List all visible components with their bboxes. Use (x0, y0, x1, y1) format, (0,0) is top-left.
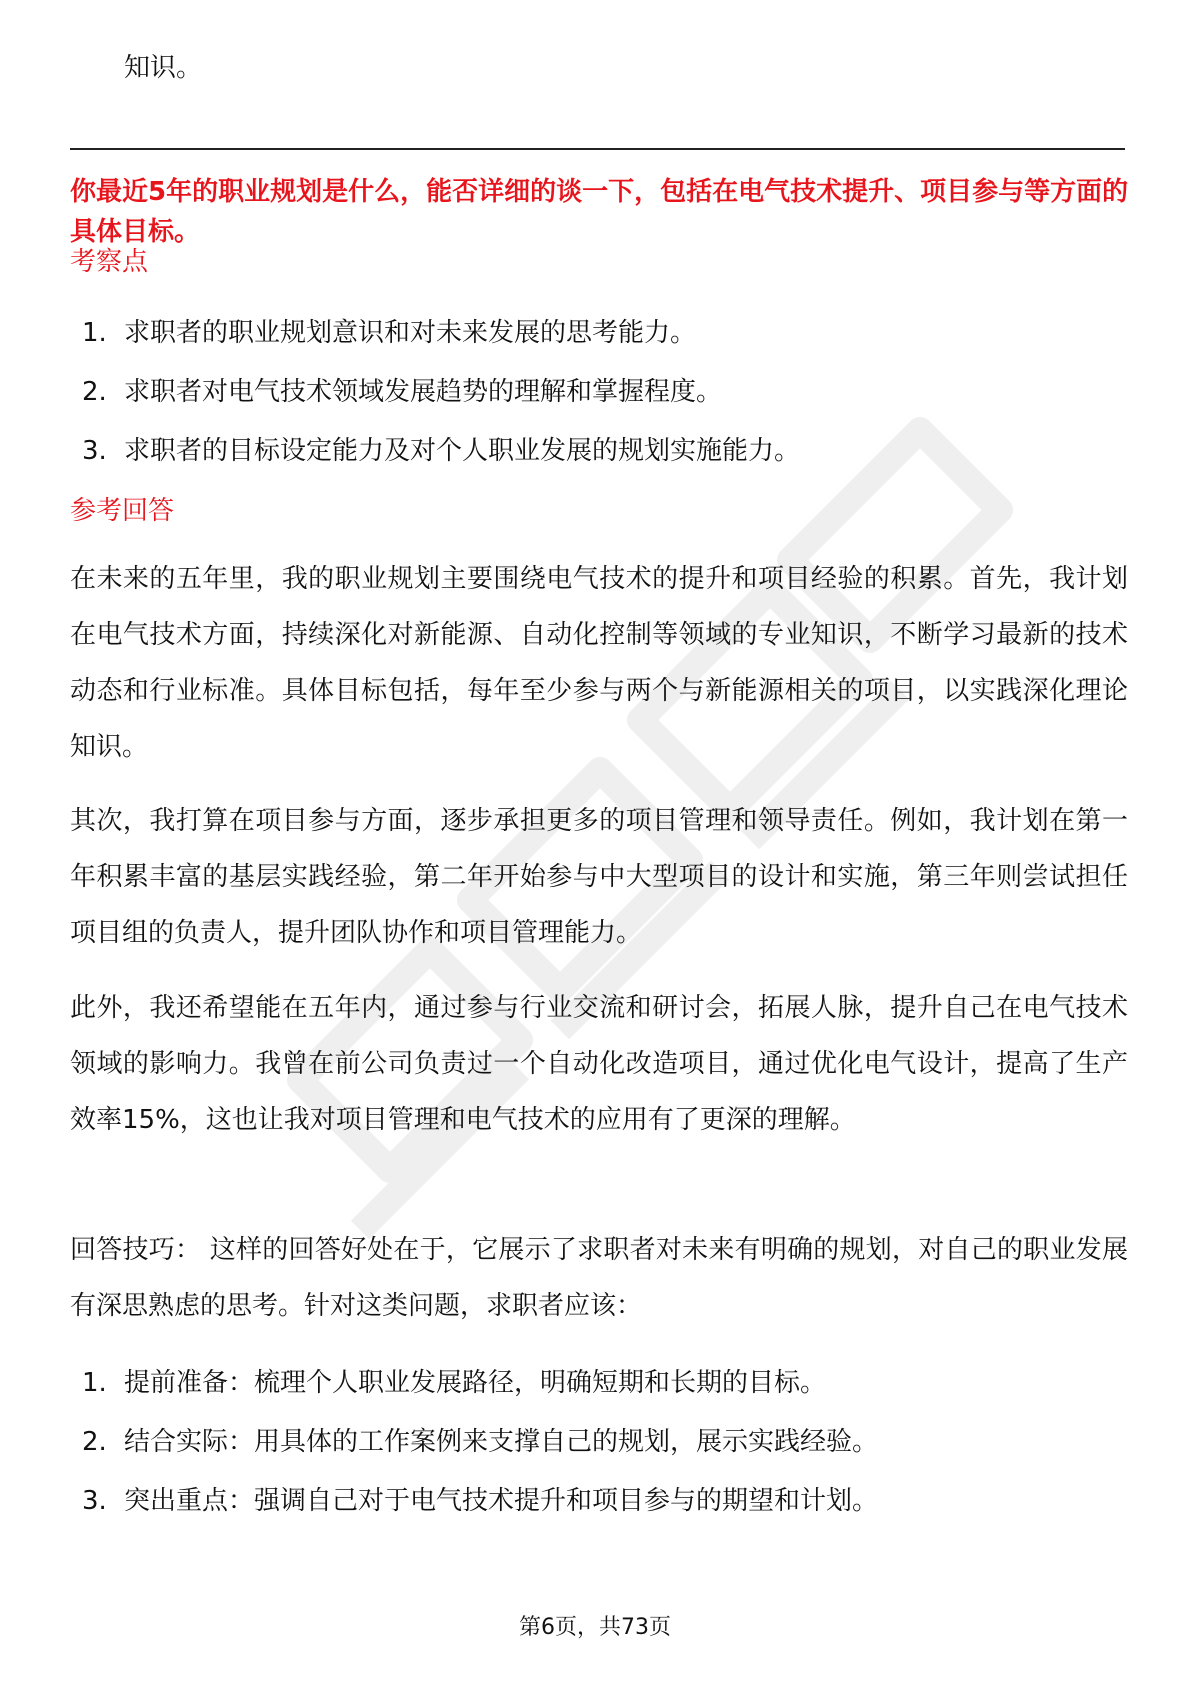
list-item: 1. 提前准备：梳理个人职业发展路径，明确短期和长期的目标。 (82, 1368, 827, 1398)
answer-paragraph: 在未来的五年里，我的职业规划主要围绕电气技术的提升和项目经验的积累。首先，我计划在电气技术方面，持续深化对新能源、自动化控制等领域的专业知识，不断学习最新的技术动态和行业标准。具体目标包括，每年至少参与两个与新能源相关的项目，以实践深化理论知识。 (70, 564, 1128, 762)
assessment-list (82, 313, 1122, 490)
answer-paragraph: 此外，我还希望能在五年内，通过参与行业交流和研讨会，拓展人脉，提升自己在电气技术领域的影响力。我曾在前公司负责过一个自动化改造项目，通过优化电气设计，提高了生产效率15%，这也让我对项目管理和电气技术的应用有了更深的理解。 (70, 993, 1128, 1135)
list-item: 3. 突出重点：强调自己对于电气技术提升和项目参与的期望和计划。 (82, 1486, 879, 1516)
page-number: 第6页，共73页 (519, 1615, 671, 1640)
list-item: 3. 求职者的目标设定能力及对个人职业发展的规划实施能力。 (82, 436, 801, 466)
list-item: 2. 结合实际：用具体的工作案例来支撑自己的规划，展示实践经验。 (82, 1427, 879, 1457)
reference-heading: 参考回答 (70, 496, 175, 526)
answer-paragraph: 其次，我打算在项目参与方面，逐步承担更多的项目管理和领导责任。例如，我计划在第一年积累丰富的基层实践经验，第二年开始参与中大型项目的设计和实施，第三年则尝试担任项目组的负责人，提升团队协作和项目管理能力。 (70, 806, 1128, 948)
list-item: 2. 求职者对电气技术领域发展趋势的理解和掌握程度。 (82, 377, 723, 407)
assessment-heading: 考察点 (70, 247, 149, 277)
interview-question: 你最近5年的职业规划是什么，能否详细的谈一下，包括在电气技术提升、项目参与等方面的具体目标。 (70, 177, 1129, 247)
tips-list (82, 1363, 1122, 1540)
answer-tips-paragraph: 回答技巧： 这样的回答好处在于，它展示了求职者对未来有明确的规划，对自己的职业发展有深思熟虑的思考。针对这类问题，求职者应该： (70, 1235, 1128, 1321)
list-item: 1. 求职者的职业规划意识和对未来发展的思考能力。 (82, 318, 697, 348)
continuation-text: 知识。 (124, 53, 203, 83)
section-divider (70, 148, 1125, 150)
